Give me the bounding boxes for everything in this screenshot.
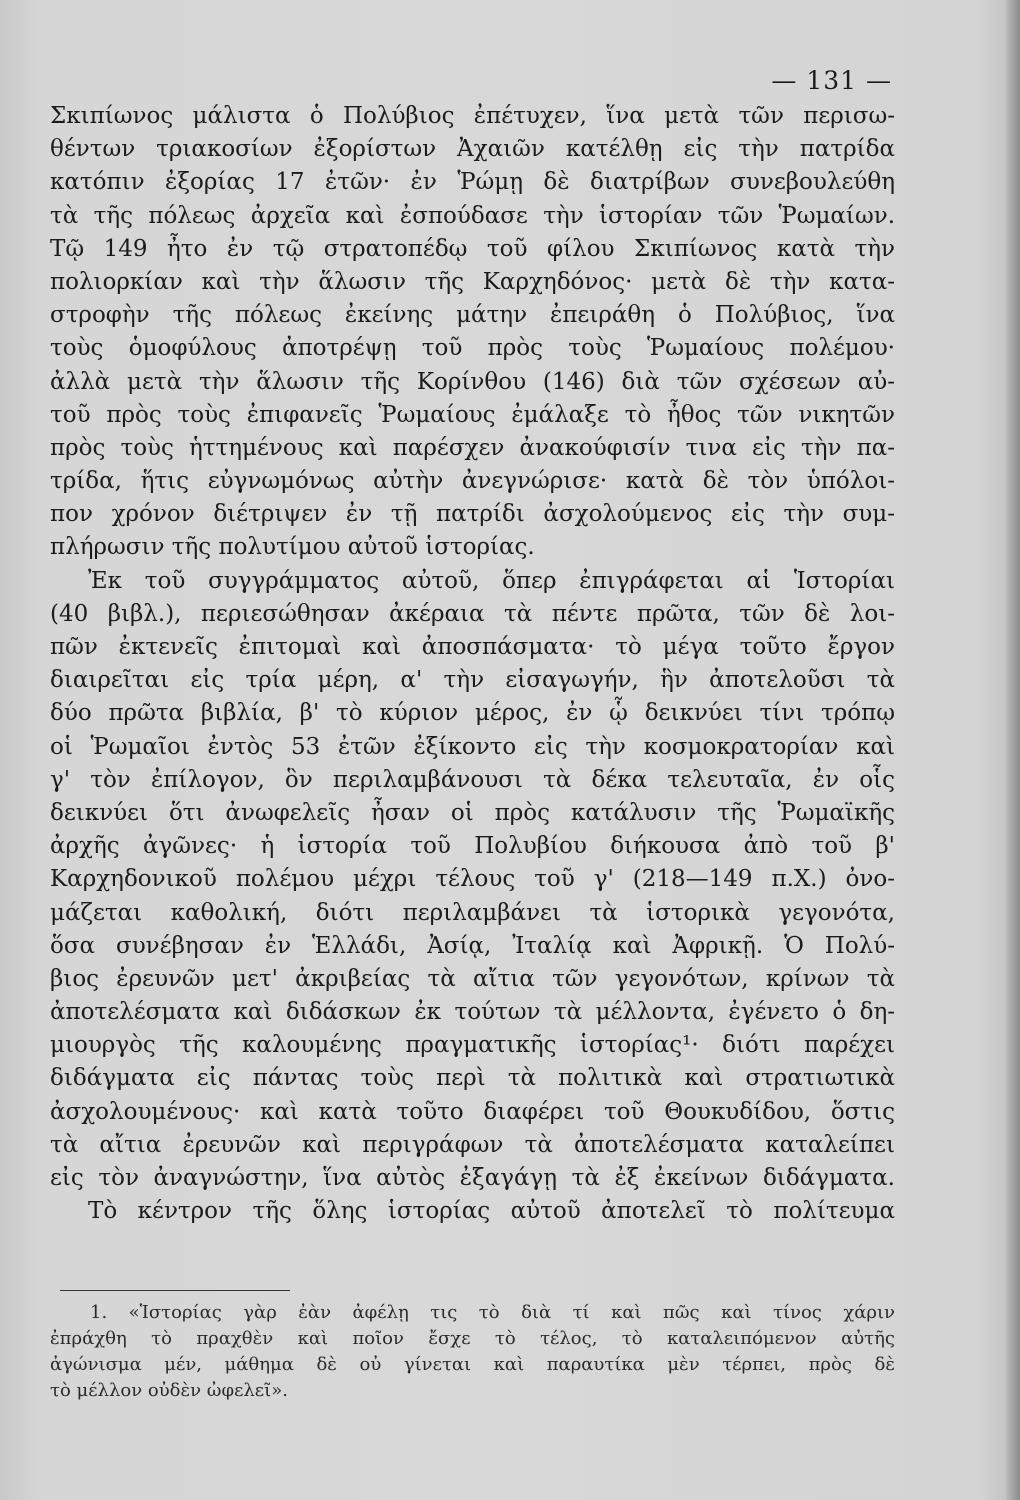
- text-line: τοῦ πρὸς τοὺς ἐπιφανεῖς Ῥωμαίους ἐμάλαξε τὸ ἦθος τῶν νικητῶν: [50, 401, 895, 428]
- text-line: ἀσχολουμένους· καὶ κατὰ τοῦτο διαφέρει τοῦ Θουκυδίδου, ὅστις: [50, 1098, 895, 1125]
- text-line: μιουργὸς τῆς καλουμένης πραγματικῆς ἱστορίας¹· διότι παρέχει: [50, 1032, 895, 1059]
- text-line: δύο πρῶτα βιβλία, β' τὸ κύριον μέρος, ἐν ᾧ δεικνύει τίνι τρόπῳ: [50, 700, 895, 727]
- footnote-line: ἐπράχθη τὸ πραχθὲν καὶ ποῖον ἔσχε τὸ τέλος, τὸ καταλειπόμενον αὐτῆς: [50, 1328, 895, 1349]
- text-line: ἀποτελέσματα καὶ διδάσκων ἐκ τούτων τὰ μέλλοντα, ἐγένετο ὁ δη-: [50, 999, 895, 1026]
- text-line: δεικνύει ὅτι ἀνωφελεῖς ἦσαν οἱ πρὸς κατάλυσιν τῆς Ῥωμαϊκῆς: [50, 799, 895, 826]
- text-line: πολιορκίαν καὶ τὴν ἅλωσιν τῆς Καρχηδόνος· μετὰ δὲ τὴν κατα-: [50, 268, 895, 295]
- text-line: ἀλλὰ μετὰ τὴν ἅλωσιν τῆς Κορίνθου (146) διὰ τῶν σχέσεων αὐ-: [50, 368, 895, 395]
- text-line: τὰ τῆς πόλεως ἀρχεῖα καὶ ἐσπούδασε τὴν ἱστορίαν τῶν Ῥωμαίων.: [50, 202, 895, 229]
- text-line: διαιρεῖται εἰς τρία μέρη, α' τὴν εἰσαγωγήν, ἣν ἀποτελοῦσι τὰ: [50, 667, 895, 694]
- text-line: βιος ἐρευνῶν μετ' ἀκριβείας τὰ αἴτια τῶν γεγονότων, κρίνων τὰ: [50, 965, 895, 992]
- footnote-line: 1. «Ἱστορίας γὰρ ἐὰν ἀφέλῃ τις τὸ διὰ τί καὶ πῶς καὶ τίνος χάριν: [90, 1302, 895, 1323]
- footnote-line: ἀγώνισμα μέν, μάθημα δὲ οὐ γίνεται καὶ παραυτίκα μὲν τέρπει, πρὸς δὲ: [50, 1354, 895, 1375]
- text-line: τὰ αἴτια ἐρευνῶν καὶ περιγράφων τὰ ἀποτελέσματα καταλείπει: [50, 1131, 895, 1158]
- page-number: — 131 —: [771, 66, 892, 95]
- text-line: ἀρχῆς ἀγῶνες· ἡ ἱστορία τοῦ Πολυβίου διήκουσα ἀπὸ τοῦ β': [50, 833, 895, 860]
- text-line: μάζεται καθολική, διότι περιλαμβάνει τὰ ἱστορικὰ γεγονότα,: [50, 899, 895, 926]
- text-line: πον χρόνον διέτριψεν ἐν τῇ πατρίδι ἀσχολούμενος εἰς τὴν συμ-: [50, 501, 895, 528]
- text-line: Καρχηδονικοῦ πολέμου μέχρι τέλους τοῦ γ' (218—149 π.Χ.) ὀνο-: [50, 866, 895, 893]
- paragraph-start-line: Ἐκ τοῦ συγγράμματος αὐτοῦ, ὅπερ ἐπιγράφεται αἱ Ἱστορίαι: [88, 567, 895, 594]
- text-line: οἱ Ῥωμαῖοι ἐντὸς 53 ἐτῶν ἐξίκοντο εἰς τὴν κοσμοκρατορίαν καὶ: [50, 733, 895, 760]
- body-text: [50, 100, 895, 1228]
- paragraph-start-line: Τὸ κέντρον τῆς ὅλης ἱστορίας αὐτοῦ ἀποτελεῖ τὸ πολίτευμα: [88, 1198, 895, 1225]
- text-line: πλήρωσιν τῆς πολυτίμου αὐτοῦ ἱστορίας.: [50, 534, 535, 561]
- text-line: γ' τὸν ἐπίλογον, ὃν περιλαμβάνουσι τὰ δέκα τελευταῖα, ἐν οἷς: [50, 766, 895, 793]
- text-line: πρὸς τοὺς ἡττημένους καὶ παρέσχεν ἀνακούφισίν τινα εἰς τὴν πα-: [50, 434, 895, 461]
- text-line: (40 βιβλ.), περιεσώθησαν ἀκέραια τὰ πέντε πρῶτα, τῶν δὲ λοι-: [50, 600, 895, 627]
- text-line: κατόπιν ἐξορίας 17 ἐτῶν· ἐν Ῥώμῃ δὲ διατρίβων συνεβουλεύθη: [50, 169, 895, 196]
- text-line: θέντων τριακοσίων ἐξορίστων Ἀχαιῶν κατέλθῃ εἰς τὴν πατρίδα: [50, 136, 895, 163]
- text-line: ὅσα συνέβησαν ἐν Ἑλλάδι, Ἀσίᾳ, Ἰταλίᾳ καὶ Ἀφρικῇ. Ὁ Πολύ-: [50, 932, 895, 959]
- text-line: Σκιπίωνος μάλιστα ὁ Πολύβιος ἐπέτυχεν, ἵνα μετὰ τῶν περισω-: [50, 103, 895, 129]
- text-line: εἰς τὸν ἀναγνώστην, ἵνα αὐτὸς ἐξαγάγῃ τὰ ἐξ ἐκείνων διδάγματα.: [50, 1165, 895, 1191]
- text-line: τρίδα, ἥτις εὐγνωμόνως αὐτὴν ἀνεγνώρισε· κατὰ δὲ τὸν ὑπόλοι-: [50, 468, 895, 495]
- footnote-line: τὸ μέλλον οὐδὲν ὠφελεῖ».: [50, 1380, 288, 1401]
- footnotes: [50, 1300, 895, 1404]
- text-line: τοὺς ὁμοφύλους ἀποτρέψῃ τοῦ πρὸς τοὺς Ῥωμαίους πολέμου·: [50, 335, 895, 362]
- text-line: πῶν ἐκτενεῖς ἐπιτομαὶ καὶ ἀποσπάσματα· τὸ μέγα τοῦτο ἔργον: [50, 634, 895, 660]
- footnote-divider: [60, 1290, 290, 1291]
- page-edge-shadow: [1006, 0, 1020, 1500]
- text-line: Τῷ 149 ἦτο ἐν τῷ στρατοπέδῳ τοῦ φίλου Σκιπίωνος κατὰ τὴν: [50, 235, 895, 262]
- text-line: στροφὴν τῆς πόλεως ἐκείνης μάτην ἐπειράθη ὁ Πολύβιος, ἵνα: [50, 302, 895, 329]
- text-line: διδάγματα εἰς πάντας τοὺς περὶ τὰ πολιτικὰ καὶ στρατιωτικὰ: [50, 1065, 895, 1092]
